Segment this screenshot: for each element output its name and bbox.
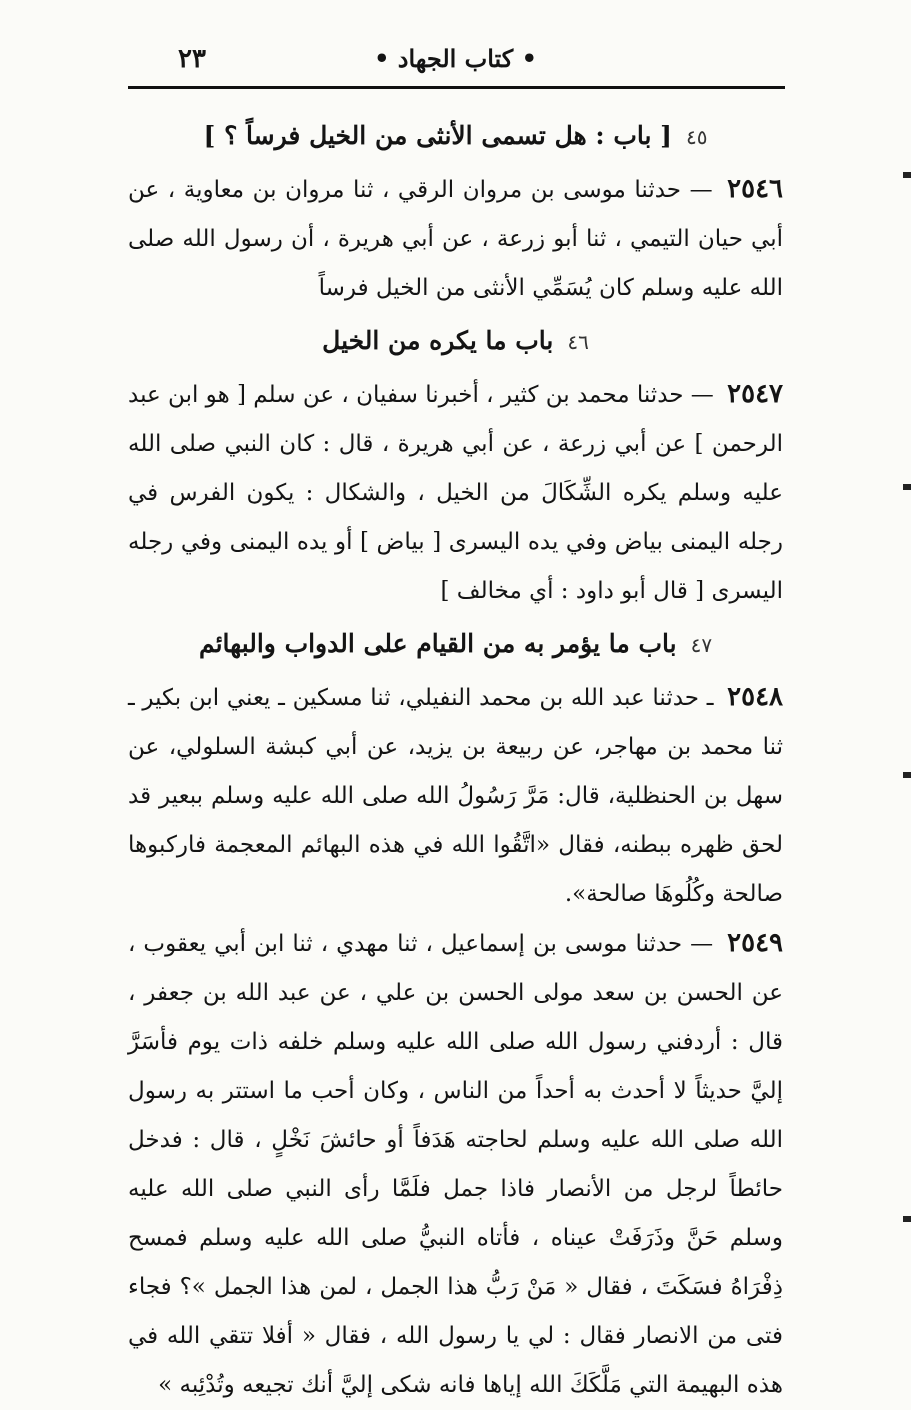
page-header [130,38,781,82]
chapter-title: باب ما يؤمر به من القيام على الدواب والبهائم [198,629,677,658]
chapter-title: [ باب : هل تسمى الأنثى من الخيل فرساً ؟ ] [203,121,672,150]
hadith-entry [128,919,783,1410]
scan-edge-mark [903,484,911,490]
page-number: ٢٣ [178,44,206,74]
hadith-text: — حدثنا موسى بن مروان الرقي ، ثنا مروان بن معاوية ، عن أبي حيان التيمي ، ثنا أبو زرعة ، عن أبي هريرة ، أن رسول الله صلى الله عليه وسلم كان يُسَمِّي الأنثى من الخيل فرساً [128,177,783,301]
scan-edge-mark [903,772,911,778]
hadith-entry [128,370,783,616]
chapter-number: ٤٧ [690,633,713,657]
hadith-number: ٢٥٤٦ [727,174,783,204]
chapter-heading [128,616,783,673]
chapter-heading [128,313,783,370]
hadith-entry [128,673,783,919]
running-title: • كتاب الجهاد • [374,44,537,73]
chapter-number: ٤٦ [567,330,589,354]
chapter-heading [128,108,783,165]
hadith-number: ٢٥٤٨ [727,682,784,712]
chapter-number: ٤٥ [685,125,708,149]
hadith-number: ٢٥٤٧ [727,379,783,409]
hadith-text: — حدثنا موسى بن إسماعيل ، ثنا مهدي ، ثنا ابن أبي يعقوب ، عن الحسن بن سعد مولى الحسن بن علي ، عن عبد الله بن جعفر ، قال : أردفني رسول الله صلى الله عليه وسلم خلفه ذات يوم فأسَرَّ إليَّ حديثاً لا أحدث به أحداً من الناس ، وكان أحب ما استتر به رسول الله صلى الله عليه وسلم لحاجته هَدَفاً أو حائشَ نَخْلٍ ، قال : فدخل حائطاً لرجل من الأنصار فاذا جمل فلَمَّا رأى النبي صلى الله عليه وسلم حَنَّ وذَرَفَتْ عيناه ، فأتاه النبيُّ صلى الله عليه وسلم فمسح ذِفْرَاهُ فسَكَتَ ، فقال « مَنْ رَبُّ هذا الجمل ، لمن هذا الجمل »؟ فجاء فتى من الانصار فقال : لي يا رسول الله ، فقال « أفلا تتقي الله في هذه البهيمة التي مَلَّكَكَ الله إياها فانه شكى إليَّ أنك تجيعه وتُدْئِبه » [128,931,783,1398]
scan-edge-mark [903,1216,911,1222]
header-rule [128,86,785,89]
chapter-title: باب ما يكره من الخيل [322,326,554,355]
page-body [128,108,783,1410]
hadith-text: — حدثنا محمد بن كثير ، أخبرنا سفيان ، عن سلم [ هو ابن عبد الرحمن ] عن أبي زرعة ، عن أبي هريرة ، قال : كان النبي صلى الله عليه وسلم يكره الشِّكَالَ من الخيل ، والشكال : يكون الفرس في رجله اليمنى بياض وفي يده اليسرى [ بياض ] أو يده اليمنى وفي رجله اليسرى [ قال أبو داود : أي مخالف ] [128,382,783,604]
scan-edge-mark [903,172,911,178]
hadith-entry [128,165,783,313]
hadith-number: ٢٥٤٩ [727,928,783,958]
hadith-text: ـ حدثنا عبد الله بن محمد النفيلي، ثنا مسكين ـ يعني ابن بكير ـ ثنا محمد بن مهاجر، عن ربيعة بن يزيد، عن أبي كبشة السلولي، عن سهل بن الحنظلية، قال: مَرَّ رَسُولُ الله صلى الله عليه وسلم ببعير قد لحق ظهره ببطنه، فقال «اتَّقُوا الله في هذه البهائم المعجمة فاركبوها صالحة وكُلُوهَا صالحة». [128,685,783,907]
